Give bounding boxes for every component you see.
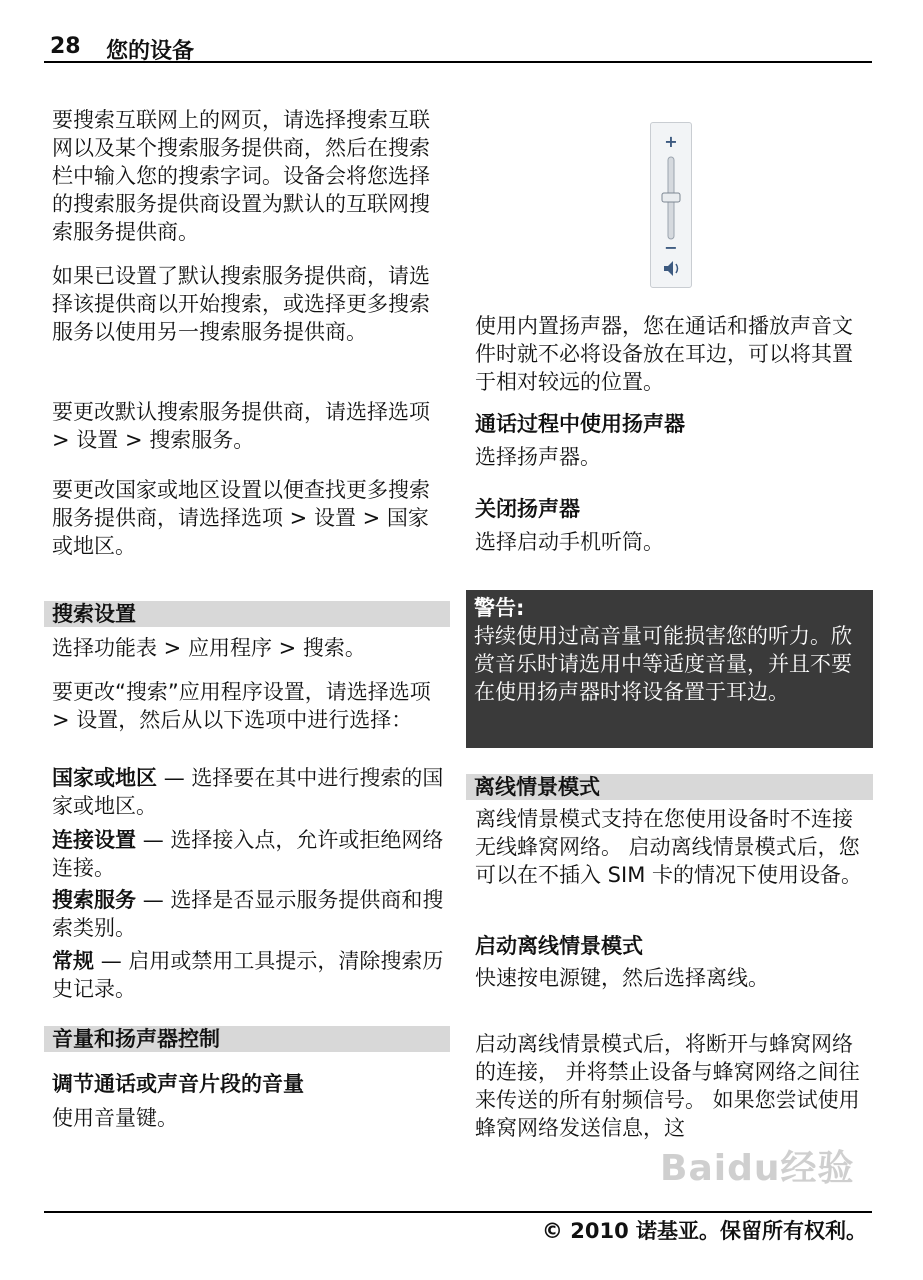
warning-box	[466, 590, 873, 748]
copyright-footer: © 2010 诺基亚。保留所有权利。	[541, 1219, 867, 1243]
slider-thumb	[662, 193, 680, 202]
section-search-settings: 搜索设置	[44, 601, 450, 627]
speaker-intro-paragraph: 使用内置扬声器，您在通话和播放声音文件时就不必将设备放在耳边，可以将其置于相对较远的位置。	[475, 314, 853, 394]
search-intro-paragraph: 要搜索互联网上的网页，请选择搜索互联网以及某个搜索服务提供商，然后在搜索栏中输入您的搜索字词。设备会将您选择的搜索服务提供商设置为默认的互联网搜索服务提供商。	[52, 108, 430, 244]
option-term: 搜索服务	[52, 888, 136, 912]
use-speaker-heading: 通话过程中使用扬声器	[475, 412, 685, 436]
speaker-icon	[664, 261, 678, 276]
volume-minus-icon: −	[664, 238, 678, 257]
option-search-services	[52, 886, 447, 942]
warning-title: 警告:	[474, 596, 525, 620]
search-settings-path: 选择功能表 > 应用程序 > 搜索。	[52, 636, 366, 660]
option-connection-settings	[52, 826, 447, 882]
option-desc: — 选择要在其中进行搜索的国家或地区。	[52, 766, 444, 818]
adjust-volume-heading: 调节通话或声音片段的音量	[52, 1072, 304, 1096]
change-region-paragraph: 要更改国家或地区设置以便查找更多搜索服务提供商，请选择选项 > 设置 > 国家或地区。	[52, 478, 430, 558]
page-header	[44, 33, 872, 63]
activate-offline-text: 快速按电源键，然后选择离线。	[475, 966, 769, 990]
section-offline-profile: 离线情景模式	[466, 774, 873, 800]
volume-slider-graphic	[651, 123, 691, 287]
option-term: 国家或地区	[52, 766, 157, 790]
option-general	[52, 947, 447, 1003]
option-term: 常规	[52, 949, 94, 973]
option-desc: — 选择是否显示服务提供商和搜索类别。	[52, 888, 444, 940]
option-desc: — 启用或禁用工具提示，清除搜索历史记录。	[52, 949, 444, 1001]
option-country-region	[52, 764, 447, 820]
change-provider-paragraph: 要更改默认搜索服务提供商，请选择选项 > 设置 > 搜索服务。	[52, 400, 430, 452]
close-speaker-text: 选择启动手机听筒。	[475, 530, 664, 554]
option-desc: — 选择接入点，允许或拒绝网络连接。	[52, 828, 444, 880]
volume-plus-icon: +	[664, 132, 678, 151]
volume-slider-illustration	[650, 122, 692, 288]
warning-text: 持续使用过高音量可能损害您的听力。欣赏音乐时请选用中等适度音量，并且不要在使用扬声器时将设备置于耳边。	[474, 624, 852, 704]
page-title: 您的设备	[106, 39, 195, 64]
use-speaker-text: 选择扬声器。	[475, 445, 601, 469]
search-settings-instruction: 要更改“搜索”应用程序设置，请选择选项 > 设置，然后从以下选项中进行选择：	[52, 680, 431, 732]
footer-divider	[44, 1211, 872, 1213]
option-term: 连接设置	[52, 828, 136, 852]
section-volume-speaker: 音量和扬声器控制	[44, 1026, 450, 1052]
close-speaker-heading: 关闭扬声器	[475, 497, 580, 521]
offline-intro-paragraph: 离线情景模式支持在您使用设备时不连接无线蜂窝网络。 启动离线情景模式后，您可以在不插入 SIM 卡的情况下使用设备。	[475, 807, 862, 887]
offline-detail-paragraph: 启动离线情景模式后，将断开与蜂窝网络的连接， 并将禁止设备与蜂窝网络之间往来传送的所有射频信号。 如果您尝试使用蜂窝网络发送信息，这	[475, 1032, 860, 1140]
page-number: 28	[50, 34, 81, 59]
adjust-volume-text: 使用音量键。	[52, 1106, 178, 1130]
default-provider-paragraph: 如果已设置了默认搜索服务提供商，请选择该提供商以开始搜索，或选择更多搜索服务以使用另一搜索服务提供商。	[52, 264, 430, 344]
activate-offline-heading: 启动离线情景模式	[475, 934, 643, 958]
baidu-watermark: Baidu经验	[660, 1148, 855, 1189]
